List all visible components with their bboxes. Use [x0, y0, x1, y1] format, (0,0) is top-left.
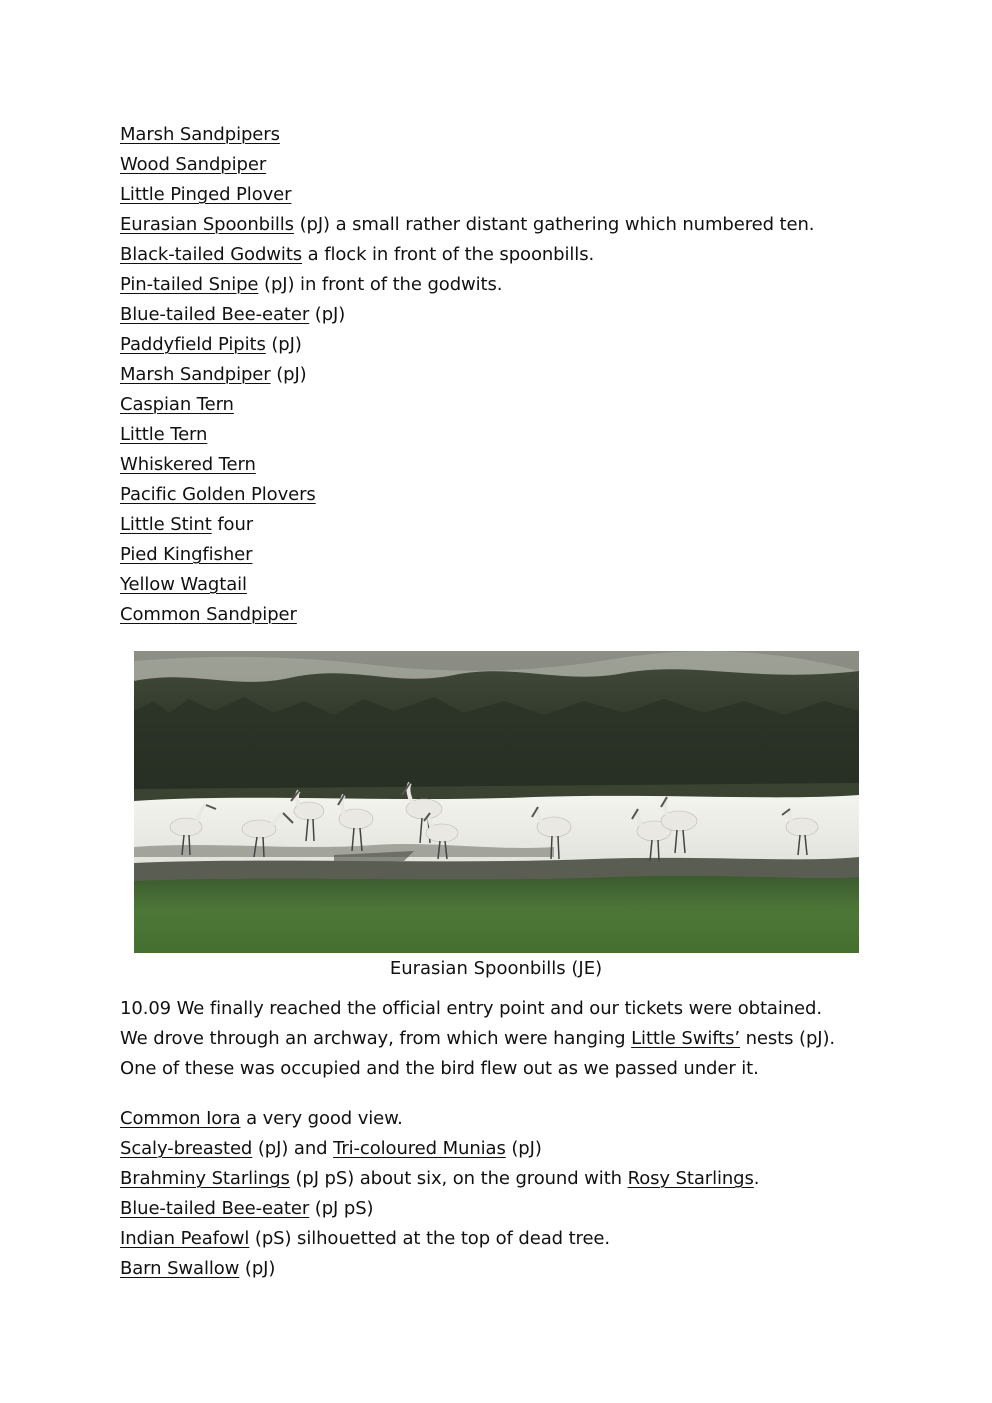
text-line	[120, 1054, 900, 1084]
species-name: Tri-coloured Munias	[333, 1138, 506, 1159]
spoonbills-photo	[134, 651, 859, 953]
note-text: (pJ) a small rather distant gathering which numbered ten.	[293, 214, 815, 235]
species-name: Caspian Tern	[120, 394, 234, 415]
species-name: Marsh Sandpipers	[120, 124, 280, 145]
species-name: Scaly-breasted	[120, 1138, 253, 1159]
species-name: Marsh Sandpiper	[120, 364, 271, 385]
note-text: .	[753, 1168, 760, 1189]
note-text: (pJ pS)	[309, 1198, 374, 1219]
note-text: One of these was occupied and the bird flew out as we passed under it.	[120, 1058, 759, 1079]
text-line	[120, 240, 900, 270]
text-line	[120, 1224, 900, 1254]
note-text: (pJ)	[270, 364, 307, 385]
note-text: a flock in front of the spoonbills.	[302, 244, 595, 265]
note-text: a very good view.	[240, 1108, 403, 1129]
species-name: Eurasian Spoonbills	[120, 214, 294, 235]
note-text: (pJ) and	[252, 1138, 334, 1159]
species-name: Paddyfield Pipits	[120, 334, 266, 355]
text-line	[120, 480, 900, 510]
note-text: (pS) silhouetted at the top of dead tree.	[249, 1228, 611, 1249]
note-text: four	[211, 514, 254, 535]
species-name: Little Stint	[120, 514, 212, 535]
note-text: 10.09 We finally reached the official entry point and our tickets were obtained.	[120, 998, 822, 1019]
text-line	[120, 120, 900, 150]
text-line	[120, 270, 900, 300]
species-name: Indian Peafowl	[120, 1228, 250, 1249]
species-list-1	[120, 120, 900, 630]
text-line	[120, 150, 900, 180]
text-line	[120, 570, 900, 600]
species-name: Pin-tailed Snipe	[120, 274, 259, 295]
species-name: Rosy Starlings	[627, 1168, 754, 1189]
text-line	[120, 994, 900, 1024]
text-line	[120, 1104, 900, 1134]
species-name: Little Pinged Plover	[120, 184, 292, 205]
note-text: nests (pJ).	[740, 1028, 836, 1049]
species-name: Wood Sandpiper	[120, 154, 267, 175]
text-line	[120, 510, 900, 540]
species-name: Brahminy Starlings	[120, 1168, 290, 1189]
species-name: Pied Kingfisher	[120, 544, 253, 565]
text-line	[120, 180, 900, 210]
text-line	[120, 540, 900, 570]
species-name: Black-tailed Godwits	[120, 244, 303, 265]
species-name: Yellow Wagtail	[120, 574, 247, 595]
text-line	[120, 360, 900, 390]
text-line	[120, 420, 900, 450]
text-line	[120, 1194, 900, 1224]
text-line	[120, 390, 900, 420]
species-name: Little Swifts’	[631, 1028, 740, 1049]
text-line	[120, 1164, 900, 1194]
species-name: Common Sandpiper	[120, 604, 297, 625]
species-name: Barn Swallow	[120, 1258, 240, 1279]
note-text: (pJ)	[505, 1138, 542, 1159]
text-line	[120, 1134, 900, 1164]
text-line	[120, 1024, 900, 1054]
species-list-2	[120, 1104, 900, 1284]
species-name: Pacific Golden Plovers	[120, 484, 316, 505]
photo-caption: Eurasian Spoonbills (JE)	[389, 958, 603, 979]
species-name: Blue-tailed Bee-eater	[120, 1198, 310, 1219]
species-name: Blue-tailed Bee-eater	[120, 304, 310, 325]
note-text: (pJ)	[239, 1258, 276, 1279]
text-line	[120, 210, 900, 240]
text-line	[120, 450, 900, 480]
entry-paragraph	[120, 994, 900, 1084]
note-text: (pJ)	[265, 334, 302, 355]
note-text: (pJ pS) about six, on the ground with	[289, 1168, 628, 1189]
note-text: (pJ)	[309, 304, 346, 325]
note-text: We drove through an archway, from which were hanging	[120, 1028, 632, 1049]
species-name: Little Tern	[120, 424, 208, 445]
text-line	[120, 300, 900, 330]
text-line	[120, 600, 900, 630]
note-text: (pJ) in front of the godwits.	[258, 274, 503, 295]
text-line	[120, 1254, 900, 1284]
text-line	[120, 330, 900, 360]
species-name: Whiskered Tern	[120, 454, 256, 475]
species-name: Common Iora	[120, 1108, 241, 1129]
